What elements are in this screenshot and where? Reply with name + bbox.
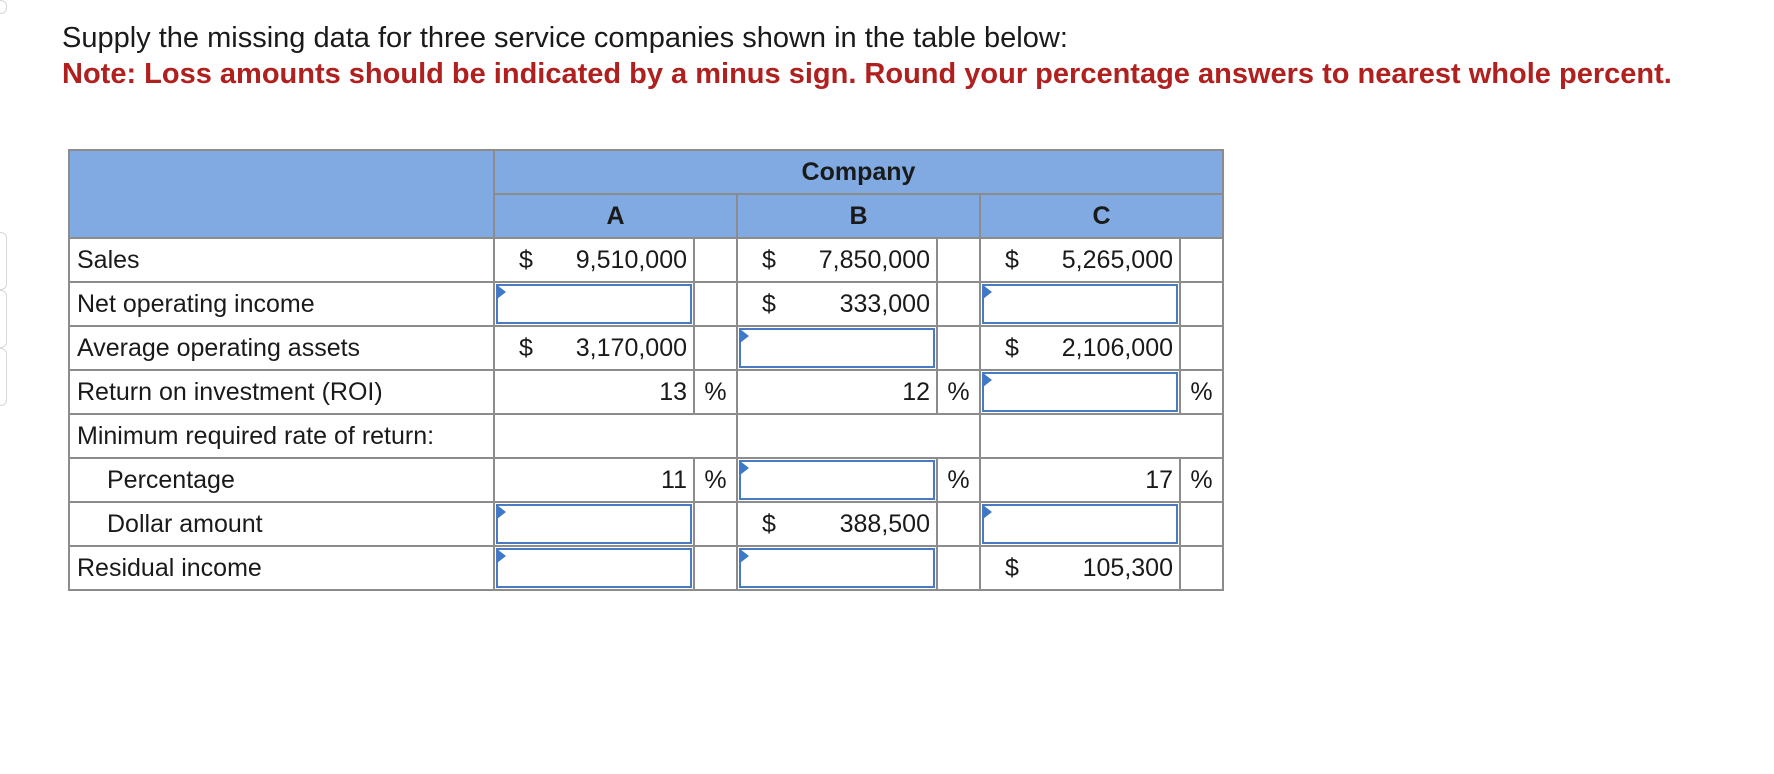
edge-tab [0,232,7,290]
table-row-net-operating-income [69,282,1223,326]
net-operating-income-b-unit [937,282,980,326]
edge-tab [0,348,7,406]
dollar-sign: $ [519,245,533,274]
company-header: Company [494,150,1223,194]
min-required-c-blank [980,414,1223,458]
dollar-amount-b-unit [937,502,980,546]
answer-input-box[interactable] [496,504,692,544]
roi-b-value: 12 [737,370,937,414]
residual-income-a-unit [694,546,737,590]
edge-tab [0,290,7,348]
row-label-net-operating-income: Net operating income [69,282,494,326]
min-required-b-blank [737,414,980,458]
percent-sign: % [694,370,737,414]
average-operating-assets-c-amount: 2,106,000 [1061,333,1173,362]
row-label-average-operating-assets: Average operating assets [69,326,494,370]
input-marker-icon [740,461,749,475]
residual-income-b-input[interactable] [737,546,937,590]
net-operating-income-a-unit [694,282,737,326]
average-operating-assets-a-amount: 3,170,000 [575,333,687,362]
sales-a-value [494,238,694,282]
percent-sign: % [1180,458,1223,502]
average-operating-assets-a-value [494,326,694,370]
dollar-sign: $ [1005,333,1019,362]
dollar-sign: $ [762,289,776,318]
percentage-c-value: 17 [980,458,1180,502]
sales-c-value [980,238,1180,282]
row-label-percentage: Percentage [69,458,494,502]
dollar-sign: $ [1005,553,1019,582]
input-marker-icon [740,329,749,343]
net-operating-income-b-amount: 333,000 [839,289,930,318]
row-label-sales: Sales [69,238,494,282]
sales-b-unit [937,238,980,282]
percent-sign: % [694,458,737,502]
note-text: Note: Loss amounts should be indicated by a minus sign. Round your percentage answers to nearest whole percent. [62,58,1672,90]
sales-b-value [737,238,937,282]
sales-a-unit [694,238,737,282]
dollar-sign: $ [1005,245,1019,274]
average-operating-assets-c-value [980,326,1180,370]
sales-c-unit [1180,238,1223,282]
table-row-dollar-amount [69,502,1223,546]
percent-sign: % [1180,370,1223,414]
answer-input-box[interactable] [982,284,1178,324]
residual-income-b-unit [937,546,980,590]
residual-income-a-input[interactable] [494,546,694,590]
average-operating-assets-b-unit [937,326,980,370]
dollar-amount-a-input[interactable] [494,502,694,546]
dollar-amount-c-unit [1180,502,1223,546]
answer-input-box[interactable] [496,548,692,588]
average-operating-assets-a-unit [694,326,737,370]
table-row-sales [69,238,1223,282]
net-operating-income-a-input[interactable] [494,282,694,326]
question-prompt [62,20,1672,92]
table-row-min-required-header [69,414,1223,458]
input-marker-icon [497,285,506,299]
answer-input-box[interactable] [982,504,1178,544]
row-label-dollar-amount: Dollar amount [69,502,494,546]
net-operating-income-c-unit [1180,282,1223,326]
roi-a-value: 13 [494,370,694,414]
answer-input-box[interactable] [739,548,935,588]
sales-a-amount: 9,510,000 [575,245,687,274]
dollar-amount-b-amount: 388,500 [839,509,930,538]
answer-input-box[interactable] [982,372,1178,412]
dollar-sign: $ [762,245,776,274]
answer-input-box[interactable] [739,460,935,500]
residual-income-c-value [980,546,1180,590]
prompt-text: Supply the missing data for three service companies shown in the table below: [62,22,1068,54]
percent-sign: % [937,458,980,502]
header-row-group [69,150,1223,194]
edge-tab [0,0,7,14]
row-label-residual-income: Residual income [69,546,494,590]
row-label-min-required: Minimum required rate of return: [69,414,494,458]
dollar-sign: $ [519,333,533,362]
sales-c-amount: 5,265,000 [1061,245,1173,274]
roi-c-input[interactable] [980,370,1180,414]
input-marker-icon [983,505,992,519]
answer-input-box[interactable] [739,328,935,368]
residual-income-c-unit [1180,546,1223,590]
input-marker-icon [983,285,992,299]
percentage-a-value: 11 [494,458,694,502]
net-operating-income-c-input[interactable] [980,282,1180,326]
table-row-average-operating-assets [69,326,1223,370]
average-operating-assets-b-input[interactable] [737,326,937,370]
column-header-b: B [737,194,980,238]
table-row-percentage [69,458,1223,502]
net-operating-income-b-value [737,282,937,326]
row-label-roi: Return on investment (ROI) [69,370,494,414]
answer-input-box[interactable] [496,284,692,324]
column-header-a: A [494,194,737,238]
residual-income-c-amount: 105,300 [1082,553,1173,582]
percentage-b-input[interactable] [737,458,937,502]
dollar-amount-a-unit [694,502,737,546]
dollar-amount-b-value [737,502,937,546]
company-data-table [68,149,1224,591]
dollar-amount-c-input[interactable] [980,502,1180,546]
column-header-c: C [980,194,1223,238]
input-marker-icon [497,505,506,519]
percent-sign: % [937,370,980,414]
input-marker-icon [983,373,992,387]
sales-b-amount: 7,850,000 [818,245,930,274]
header-blank-cell [69,150,494,238]
table-row-roi [69,370,1223,414]
input-marker-icon [497,549,506,563]
min-required-a-blank [494,414,737,458]
table-row-residual-income [69,546,1223,590]
average-operating-assets-c-unit [1180,326,1223,370]
dollar-sign: $ [762,509,776,538]
input-marker-icon [740,549,749,563]
